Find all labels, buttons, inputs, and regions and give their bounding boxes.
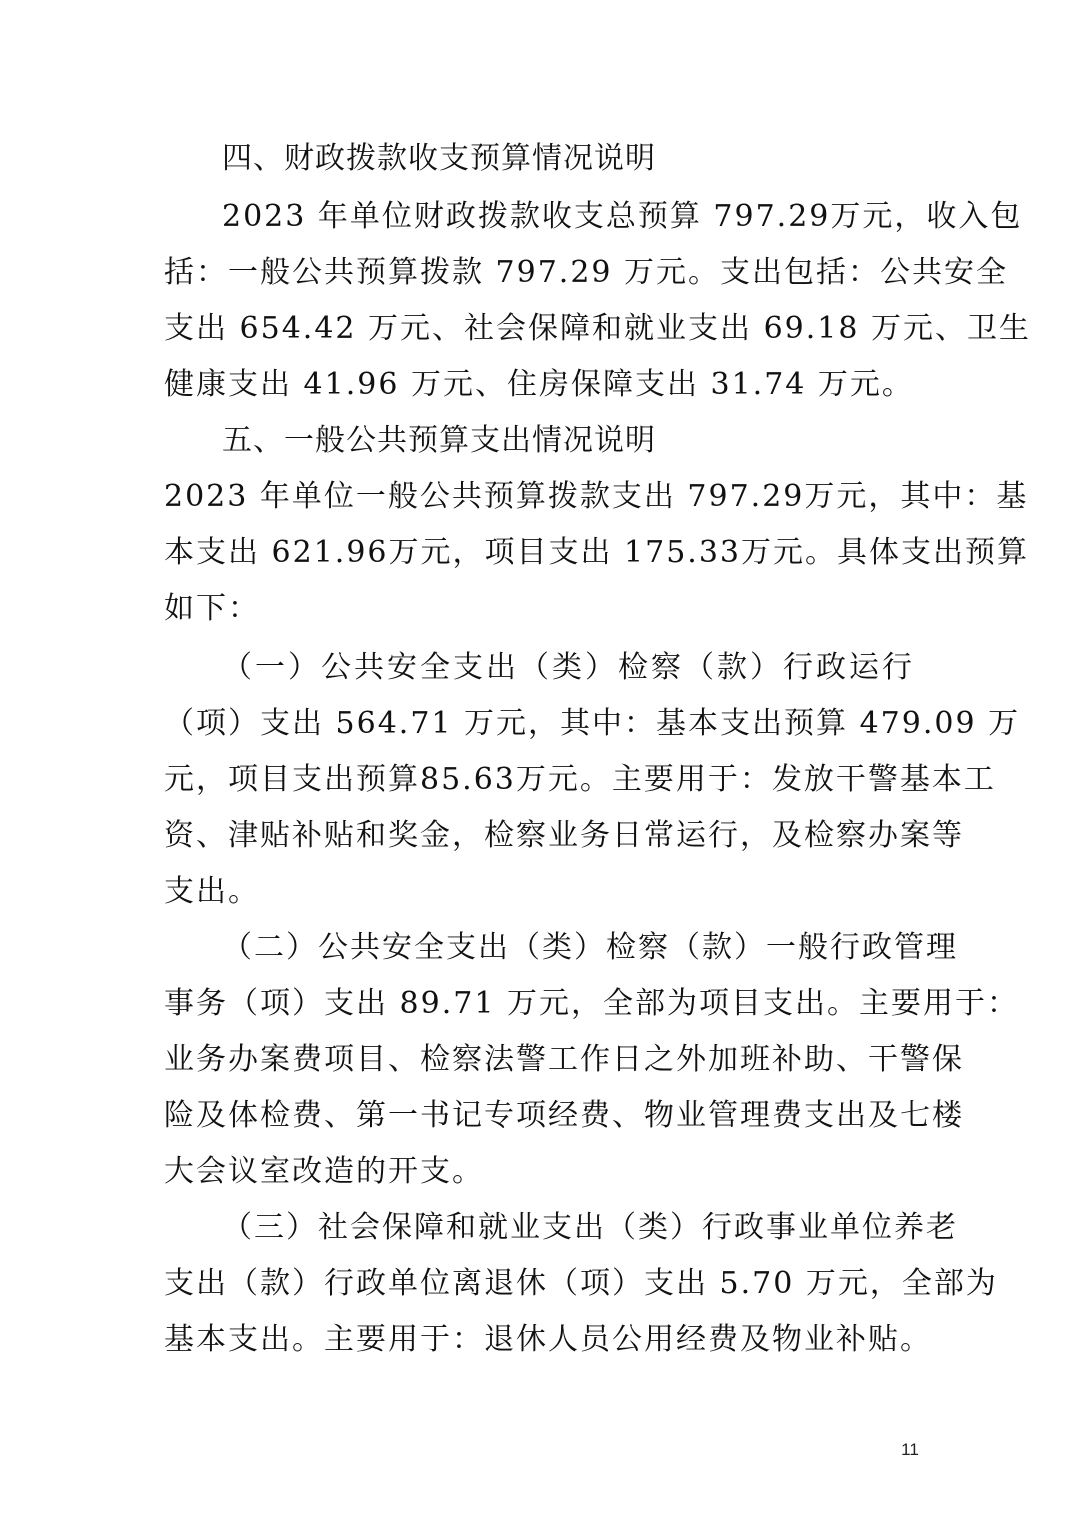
item-1-line-2: （项）支出 564.71 万元，其中：基本支出预算 479.09 万 [164,706,1021,741]
section-5-heading: 五、一般公共预算支出情况说明 [222,423,656,458]
item-1-line-4: 资、津贴补贴和奖金，检察业务日常运行，及检察办案等 [164,818,964,853]
item-2-line-1: （二）公共安全支出（类）检察（款）一般行政管理 [222,930,958,965]
item-2-line-3: 业务办案费项目、检察法警工作日之外加班补助、干警保 [164,1042,964,1077]
item-1-line-1: （一）公共安全支出（类）检察（款）行政运行 [222,650,914,685]
section-5-intro-line-2: 本支出 621.96万元，项目支出 175.33万元。具体支出预算 [164,535,1030,570]
item-2-line-5: 大会议室改造的开支。 [164,1154,484,1189]
page-number: 11 [901,1440,919,1459]
section-4-line-4: 健康支出 41.96 万元、住房保障支出 31.74 万元。 [164,367,914,402]
section-5-intro-line-1: 2023 年单位一般公共预算拨款支出 797.29万元，其中：基 [164,479,1029,514]
item-3-line-3: 基本支出。主要用于：退休人员公用经费及物业补贴。 [164,1322,932,1357]
section-4-line-3: 支出 654.42 万元、社会保障和就业支出 69.18 万元、卫生 [164,311,1031,346]
item-1-line-5: 支出。 [164,874,260,909]
section-4-line-2: 括：一般公共预算拨款 797.29 万元。支出包括：公共安全 [164,255,1009,290]
item-3-line-1: （三）社会保障和就业支出（类）行政事业单位养老 [222,1210,958,1245]
section-5-intro-line-3: 如下： [164,591,260,626]
section-4-heading: 四、财政拨款收支预算情况说明 [222,141,656,176]
item-2-line-4: 险及体检费、第一书记专项经费、物业管理费支出及七楼 [164,1098,964,1133]
item-3-line-2: 支出（款）行政单位离退休（项）支出 5.70 万元，全部为 [164,1266,998,1301]
item-2-line-2: 事务（项）支出 89.71 万元，全部为项目支出。主要用于： [164,986,1019,1021]
section-4-line-1: 2023 年单位财政拨款收支总预算 797.29万元，收入包 [222,199,1023,234]
item-1-line-3: 元，项目支出预算85.63万元。主要用于：发放干警基本工 [164,762,996,797]
